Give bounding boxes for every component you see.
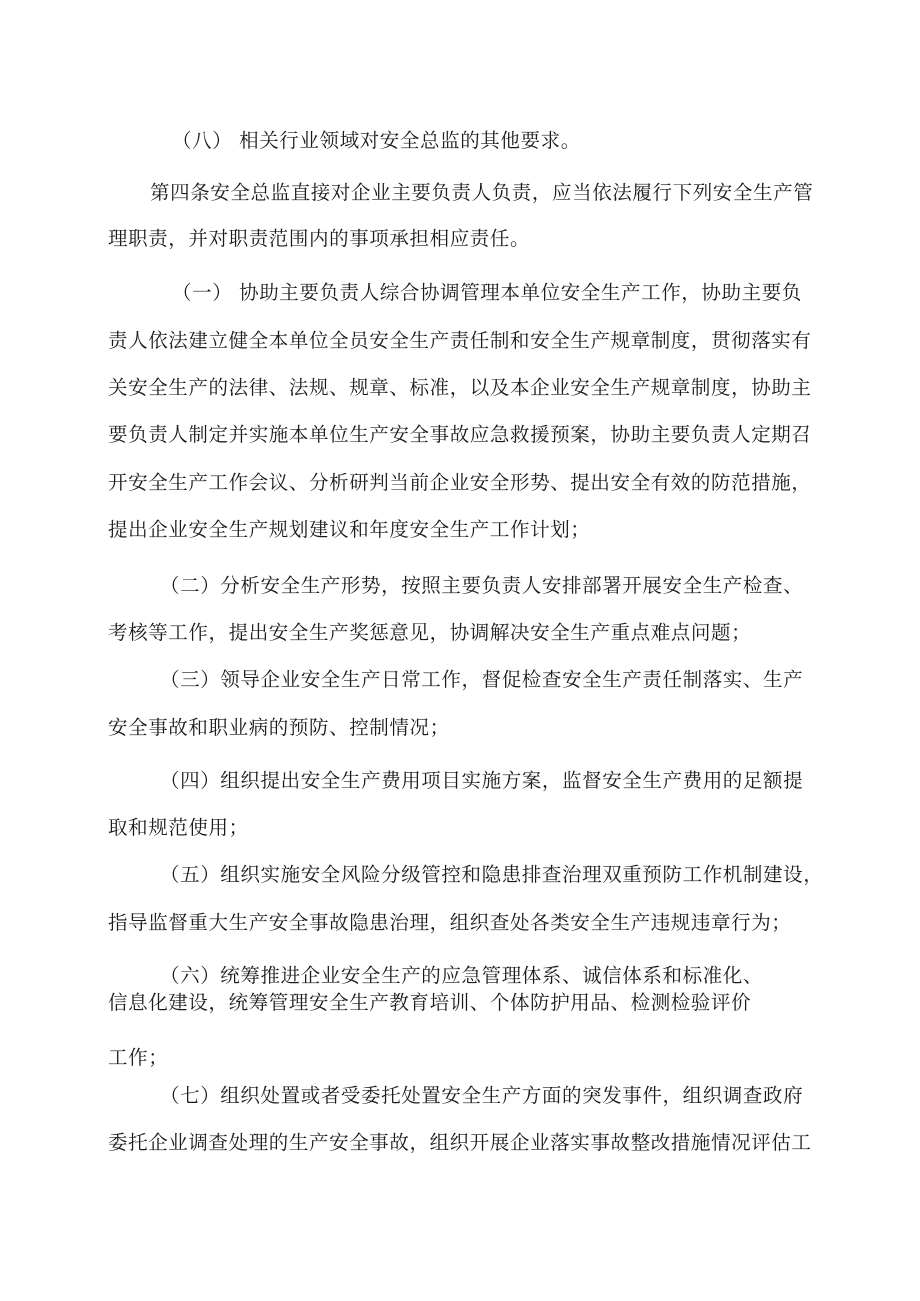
text-line: 理职责，并对职责范围内的事项承担相应责任。	[108, 227, 531, 250]
text-line: 工作；	[108, 1046, 169, 1069]
text-line: 安全事故和职业病的预防、控制情况；	[108, 716, 450, 739]
text-line: 取和规范使用；	[108, 816, 249, 839]
text-line: （一） 协助主要负责人综合协调管理本单位安全生产工作，协助主要负	[172, 281, 802, 304]
text-line: 开安全生产工作会议、分析研判当前企业安全形势、提出安全有效的防范措施，	[108, 471, 812, 494]
text-line: 关安全生产的法律、法规、规章、标准，以及本企业安全生产规章制度，协助主	[108, 376, 812, 399]
text-line: （四）组织提出安全生产费用项目实施方案，监督安全生产费用的足额提	[160, 769, 804, 792]
text-line: 委托企业调查处理的生产安全事故，组织开展企业落实事故整改措施情况评估工	[108, 1131, 812, 1154]
text-line: 考核等工作，提出安全生产奖惩意见，协调解决安全生产重点难点问题；	[108, 621, 752, 644]
text-line: 提出企业安全生产规划建议和年度安全生产工作计划；	[108, 518, 591, 541]
text-line: 第四条安全总监直接对企业主要负责人负责，应当依法履行下列安全生产管	[150, 181, 814, 204]
text-line: （八） 相关行业领域对安全总监的其他要求。	[172, 129, 581, 152]
text-line: （二）分析安全生产形势，按照主要负责人安排部署开展安全生产检查、	[160, 574, 804, 597]
text-line: （五）组织实施安全风险分级管控和隐患排查治理双重预防工作机制建设，	[160, 863, 824, 886]
text-line: 责人依法建立健全本单位全员安全生产责任制和安全生产规章制度，贯彻落实有	[108, 329, 812, 352]
text-line: （三）领导企业安全生产日常工作，督促检查安全生产责任制落实、生产	[160, 668, 804, 691]
text-line: （七）组织处置或者受委托处置安全生产方面的突发事件，组织调查政府	[160, 1084, 804, 1107]
text-line: 要负责人制定并实施本单位生产安全事故应急救援预案，协助主要负责人定期召	[108, 423, 812, 446]
text-line: （六）统筹推进企业安全生产的应急管理体系、诚信体系和标准化、	[160, 964, 764, 987]
text-line: 指导监督重大生产安全事故隐患治理，组织查处各类安全生产违规违章行为；	[108, 911, 792, 934]
text-line: 信息化建设，统筹管理安全生产教育培训、个体防护用品、检测检验评价	[108, 991, 752, 1014]
